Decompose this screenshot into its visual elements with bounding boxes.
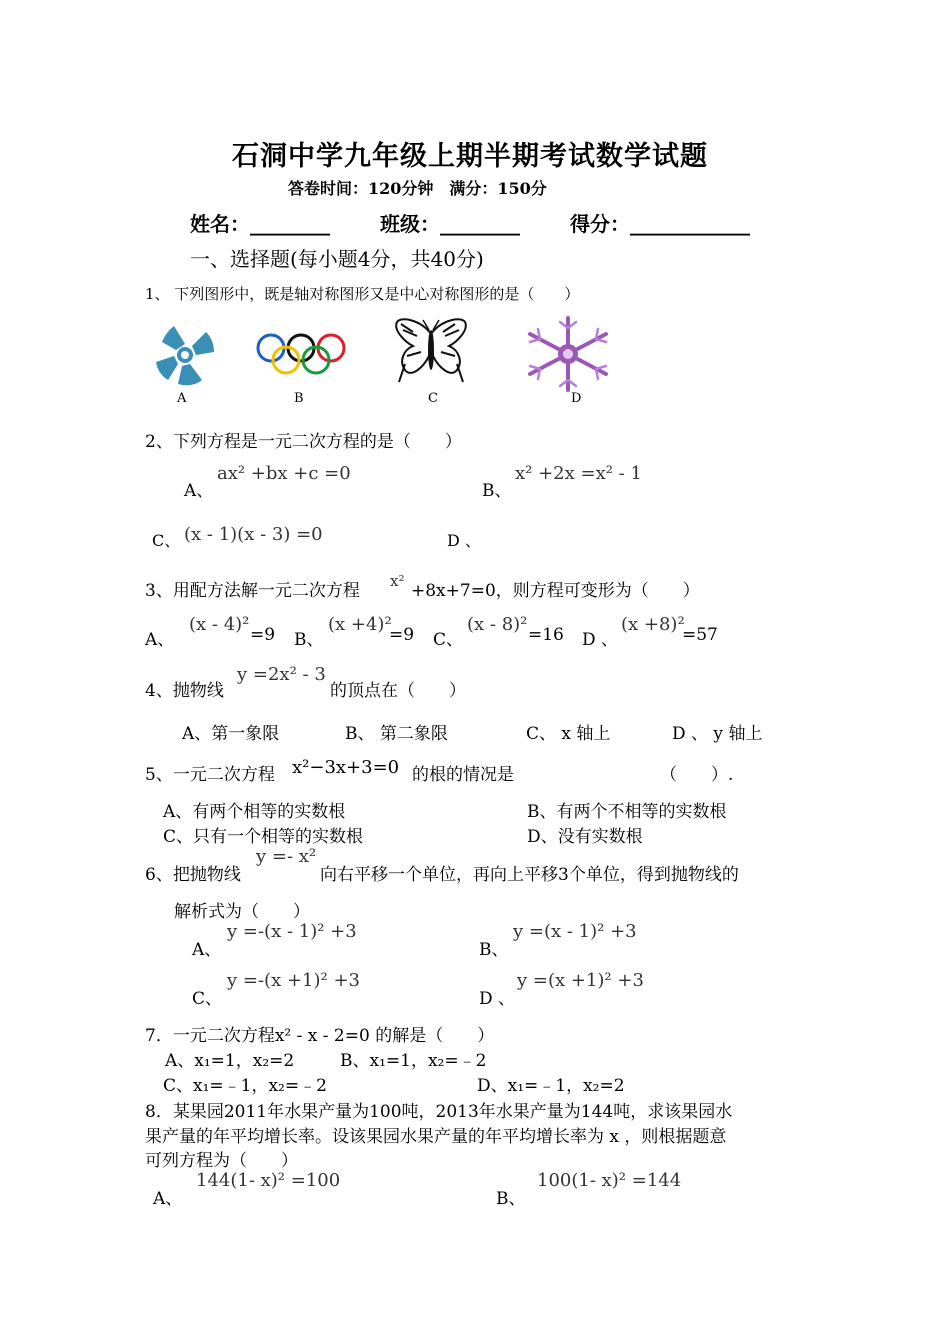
q2-option-c-math: (x - 1)(x - 3) =0 (184, 524, 323, 545)
q6-stem-math: y =- x² (256, 846, 317, 867)
q6-stem-line2: 解析式为（ ） (174, 902, 310, 922)
q2-option-b-math: x² +2x =x² - 1 (515, 463, 642, 484)
q3-option-b-value: =9 (389, 625, 415, 645)
name-field-label: 姓名：________ (190, 212, 330, 236)
q3-option-b-label: B、 (294, 630, 324, 650)
snowflake-icon (522, 316, 614, 392)
q4-option-c: C、 x 轴上 (526, 724, 611, 744)
page-title: 石洞中学九年级上期半期考试数学试题 (232, 141, 708, 172)
q3-option-b-math: (x +4)² (328, 614, 392, 635)
q1-label-a: A (177, 391, 187, 406)
q3-stem-post: +8x+7=0，则方程可变形为（ ） (411, 581, 700, 601)
q5-stem-math: x²−3x+3=0 (292, 757, 400, 778)
q7-option-c: C、x₁=﹣1，x₂=﹣2 (163, 1076, 327, 1096)
q6-option-c-math: y =-(x +1)² +3 (227, 970, 360, 991)
q2-option-c-label: C、 (152, 531, 181, 550)
q2-option-d-label: D 、 (447, 531, 481, 550)
q6-stem-pre: 6、把抛物线 (145, 865, 241, 885)
q6-option-c-label: C、 (192, 989, 223, 1009)
score-field-label: 得分：____________ (570, 212, 750, 236)
q5-option-a: A、有两个相等的实数根 (163, 802, 346, 822)
q5-stem-post: 的根的情况是 (412, 765, 514, 785)
q7-option-a: A、x₁=1，x₂=2 (165, 1051, 295, 1071)
q5-paren: （ ）. (660, 765, 734, 785)
q1-label-d: D (571, 391, 582, 406)
section-heading: 一、选择题(每小题4分，共40分) (190, 247, 484, 271)
q6-option-a-label: A、 (192, 940, 222, 960)
q6-option-d-math: y =(x +1)² +3 (517, 970, 644, 991)
q8-line2: 果产量的年平均增长率。设该果园水果产量的年平均增长率为 x ，则根据题意 (145, 1127, 727, 1147)
q3-option-a-math: (x - 4)² (189, 614, 250, 635)
q6-option-d-label: D 、 (479, 989, 516, 1009)
q7-option-d: D、x₁=﹣1，x₂=2 (477, 1076, 625, 1096)
q5-option-c: C、只有一个相等的实数根 (163, 827, 364, 847)
q3-option-c-math: (x - 8)² (467, 614, 528, 635)
q3-option-c-value: =16 (528, 625, 564, 645)
q2-option-b-label: B、 (482, 481, 512, 501)
radiation-fan-icon (152, 322, 218, 388)
q4-option-d: D 、 y 轴上 (672, 724, 763, 744)
q2-option-a-math: ax² +bx +c =0 (217, 463, 351, 484)
q3-option-a-label: A、 (145, 630, 175, 650)
q1-label-b: B (294, 391, 304, 406)
q6-option-b-label: B、 (479, 940, 509, 960)
q6-option-a-math: y =-(x - 1)² +3 (227, 921, 357, 942)
butterfly-icon (393, 316, 469, 386)
q6-option-b-math: y =(x - 1)² +3 (513, 921, 637, 942)
q3-stem-pre: 3、用配方法解一元二次方程 (145, 581, 360, 601)
q8-line1: 8．某果园2011年水果产量为100吨，2013年水果产量为144吨，求该果园水 (145, 1102, 733, 1122)
q4-stem-post: 的顶点在（ ） (330, 681, 466, 701)
q4-stem-math: y =2x² - 3 (237, 664, 326, 685)
q8-option-b-math: 100(1- x)² =144 (537, 1170, 682, 1191)
olympic-rings-icon (254, 330, 350, 378)
q7-option-b: B、x₁=1，x₂=﹣2 (340, 1051, 487, 1071)
q1-stem: 1、 下列图形中，既是轴对称图形又是中心对称图形的是（ ） (145, 285, 580, 303)
q4-option-a: A、第一象限 (182, 724, 280, 744)
q2-option-a-label: A、 (184, 481, 214, 501)
q3-option-d-math: (x +8)² (621, 614, 685, 635)
class-field-label: 班级：________ (380, 212, 520, 236)
q3-option-d-label: D 、 (582, 630, 619, 650)
q8-option-a-math: 144(1- x)² =100 (196, 1170, 341, 1191)
q5-option-d: D、没有实数根 (527, 827, 643, 847)
q1-label-c: C (428, 391, 438, 406)
q6-stem-post: 向右平移一个单位，再向上平移3个单位，得到抛物线的 (320, 865, 739, 885)
q7-stem: 7．一元二次方程x² - x - 2=0 的解是（ ） (145, 1026, 495, 1046)
q3-option-d-value: =57 (682, 625, 718, 645)
q3-option-a-value: =9 (250, 625, 276, 645)
q2-stem: 2、下列方程是一元二次方程的是（ ） (145, 432, 462, 452)
q4-stem-pre: 4、抛物线 (145, 681, 224, 701)
q8-line3: 可列方程为（ ） (145, 1151, 298, 1171)
q3-option-c-label: C、 (433, 630, 464, 650)
q5-stem-pre: 5、一元二次方程 (145, 765, 275, 785)
exam-subtitle: 答卷时间：120分钟 满分：150分 (288, 179, 547, 198)
q8-option-b-label: B、 (496, 1189, 526, 1209)
q5-option-b: B、有两个不相等的实数根 (527, 802, 727, 822)
q4-option-b: B、 第二象限 (345, 724, 448, 744)
q8-option-a-label: A、 (153, 1189, 183, 1209)
q3-stem-x2: x² (390, 572, 405, 590)
